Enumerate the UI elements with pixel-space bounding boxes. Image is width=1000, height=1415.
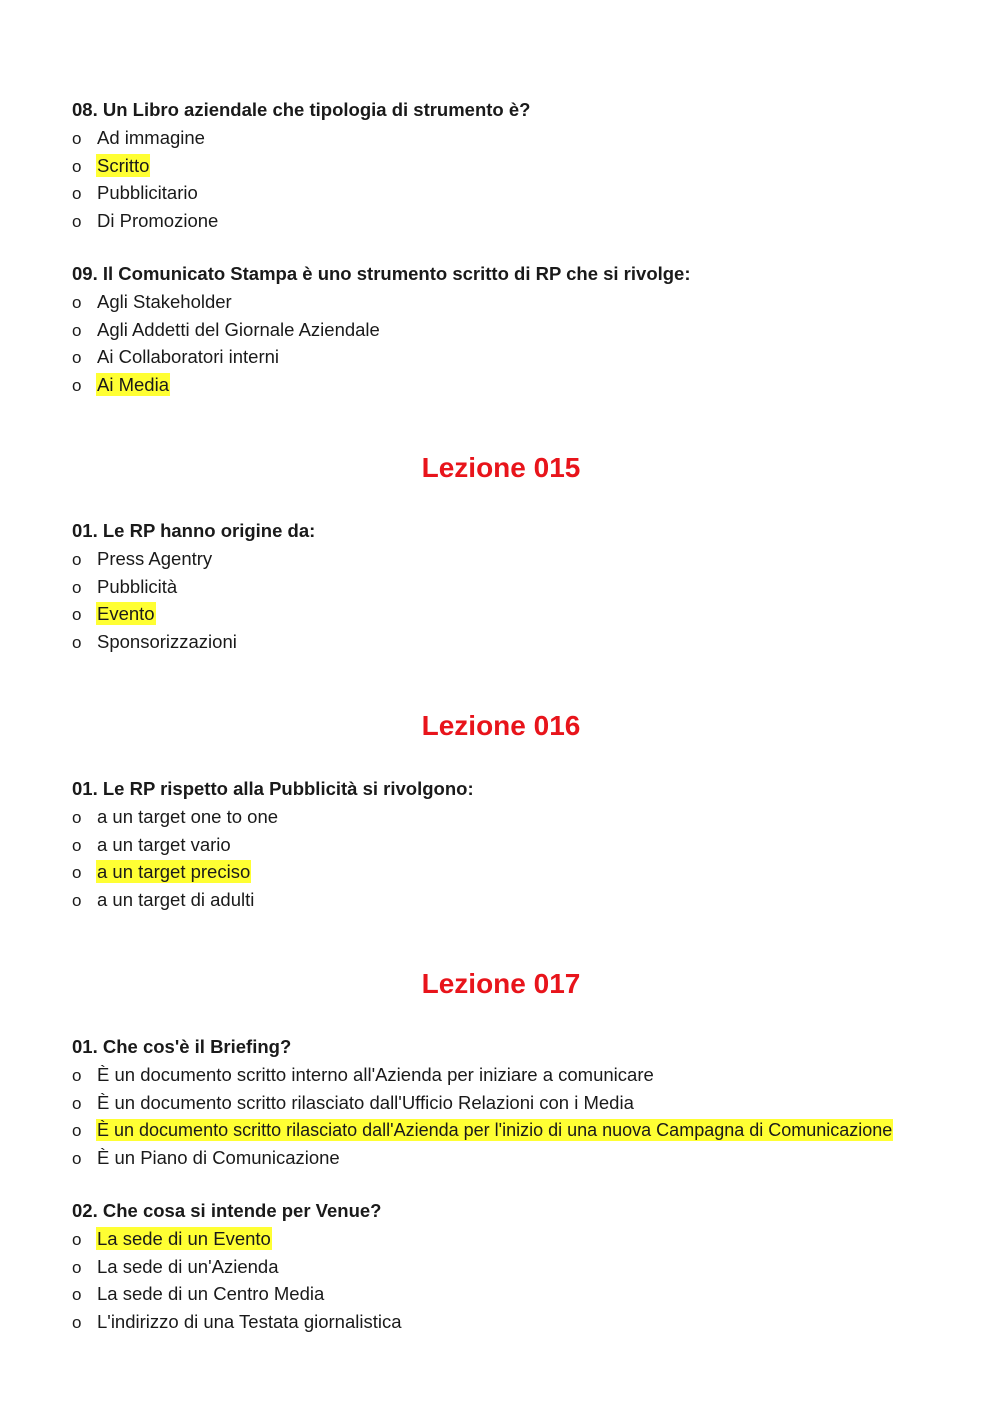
- bullet-icon: o: [72, 129, 82, 148]
- question-block: [72, 260, 932, 398]
- lesson-heading: Lezione 017: [421, 968, 581, 999]
- option-text: a un target di adulti: [97, 888, 255, 910]
- question-title: 01. Le RP rispetto alla Pubblicità si rivolgono:: [72, 778, 474, 799]
- bullet-icon: o: [72, 1066, 82, 1085]
- answer-option-correct: [72, 152, 932, 180]
- option-text: Press Agentry: [97, 548, 213, 569]
- option-text: Ai Collaboratori interni: [97, 346, 280, 368]
- bullet-icon: o: [72, 835, 82, 855]
- answer-option: [72, 545, 932, 573]
- bullet-icon: o: [72, 808, 82, 827]
- answer-option: [72, 1144, 932, 1172]
- question-block: [72, 775, 932, 913]
- answer-option: [72, 803, 932, 831]
- question-block: [72, 96, 932, 234]
- option-text: Pubblicità: [97, 575, 178, 597]
- option-text: Di Promozione: [97, 209, 219, 231]
- option-text-highlighted: a un target preciso: [97, 861, 251, 883]
- bullet-icon: o: [72, 605, 82, 625]
- bullet-icon: o: [72, 1148, 82, 1168]
- question-title: 01. Le RP hanno origine da:: [72, 520, 316, 541]
- option-text-highlighted: Scritto: [97, 154, 150, 176]
- bullet-icon: o: [72, 1312, 82, 1332]
- bullet-icon: o: [72, 1257, 82, 1277]
- option-text: a un target vario: [97, 833, 231, 855]
- question-block: [72, 1197, 932, 1335]
- bullet-icon: o: [72, 863, 82, 883]
- answer-option: [72, 1061, 932, 1089]
- answer-option-correct: [72, 371, 932, 399]
- answer-option: [72, 288, 932, 316]
- bullet-icon: o: [72, 293, 82, 312]
- bullet-icon: o: [72, 1121, 82, 1141]
- bullet-icon: o: [72, 211, 82, 231]
- option-text-highlighted: Ai Media: [97, 373, 169, 395]
- answer-option: [72, 573, 932, 601]
- option-text: La sede di un'Azienda: [97, 1255, 279, 1277]
- bullet-icon: o: [72, 890, 82, 910]
- answer-option: [72, 343, 932, 371]
- question-title: 01. Che cos'è il Briefing?: [72, 1036, 292, 1057]
- answer-option-correct: [72, 858, 932, 886]
- question-title: 02. Che cosa si intende per Venue?: [72, 1200, 382, 1221]
- option-text: Sponsorizzazioni: [97, 630, 237, 652]
- answer-option: [72, 124, 932, 152]
- answer-option: [72, 1280, 932, 1308]
- bullet-icon: o: [72, 577, 82, 597]
- lesson-heading: Lezione 015: [421, 452, 581, 483]
- answer-option: [72, 831, 932, 859]
- option-text: È un documento scritto rilasciato dall'Ufficio Relazioni con i Media: [97, 1091, 634, 1113]
- answer-option: [72, 316, 932, 344]
- answer-option-correct: [72, 1225, 932, 1253]
- option-text: Agli Stakeholder: [97, 291, 232, 312]
- bullet-icon: o: [72, 632, 82, 652]
- bullet-icon: o: [72, 1285, 82, 1305]
- bullet-icon: o: [72, 1093, 82, 1113]
- option-text: Agli Addetti del Giornale Aziendale: [97, 318, 380, 340]
- question-title: 08. Un Libro aziendale che tipologia di strumento è?: [72, 99, 531, 120]
- option-text-highlighted: Evento: [97, 603, 155, 625]
- answer-option: [72, 1253, 932, 1281]
- question-block: [72, 517, 932, 655]
- bullet-icon: o: [72, 184, 82, 204]
- option-text-highlighted: La sede di un Evento: [97, 1228, 271, 1249]
- answer-option: [72, 628, 932, 656]
- option-text: a un target one to one: [97, 806, 279, 827]
- question-block: [72, 1033, 932, 1171]
- bullet-icon: o: [72, 1230, 82, 1249]
- option-text: La sede di un Centro Media: [97, 1283, 325, 1305]
- answer-option: [72, 1089, 932, 1117]
- answer-option: [72, 1308, 932, 1336]
- bullet-icon: o: [72, 320, 82, 340]
- lesson-heading: Lezione 016: [421, 710, 581, 741]
- option-text: È un Piano di Comunicazione: [97, 1146, 340, 1168]
- bullet-icon: o: [72, 550, 82, 569]
- document-page: [72, 0, 932, 1415]
- answer-option-correct: [72, 1116, 932, 1144]
- option-text: L'indirizzo di una Testata giornalistica: [97, 1310, 402, 1332]
- answer-option: [72, 179, 932, 207]
- question-title: 09. Il Comunicato Stampa è uno strumento scritto di RP che si rivolge:: [72, 263, 691, 284]
- bullet-icon: o: [72, 156, 82, 176]
- bullet-icon: o: [72, 348, 82, 368]
- bullet-icon: o: [72, 375, 82, 395]
- option-text: Ad immagine: [97, 127, 205, 148]
- answer-option: [72, 207, 932, 235]
- answer-option: [72, 886, 932, 914]
- option-text: È un documento scritto interno all'Azienda per iniziare a comunicare: [97, 1064, 654, 1085]
- option-text: Pubblicitario: [97, 182, 198, 204]
- answer-option-correct: [72, 600, 932, 628]
- option-text-highlighted: È un documento scritto rilasciato dall'Azienda per l'inizio di una nuova Campagna di Comunicazione: [97, 1120, 893, 1141]
